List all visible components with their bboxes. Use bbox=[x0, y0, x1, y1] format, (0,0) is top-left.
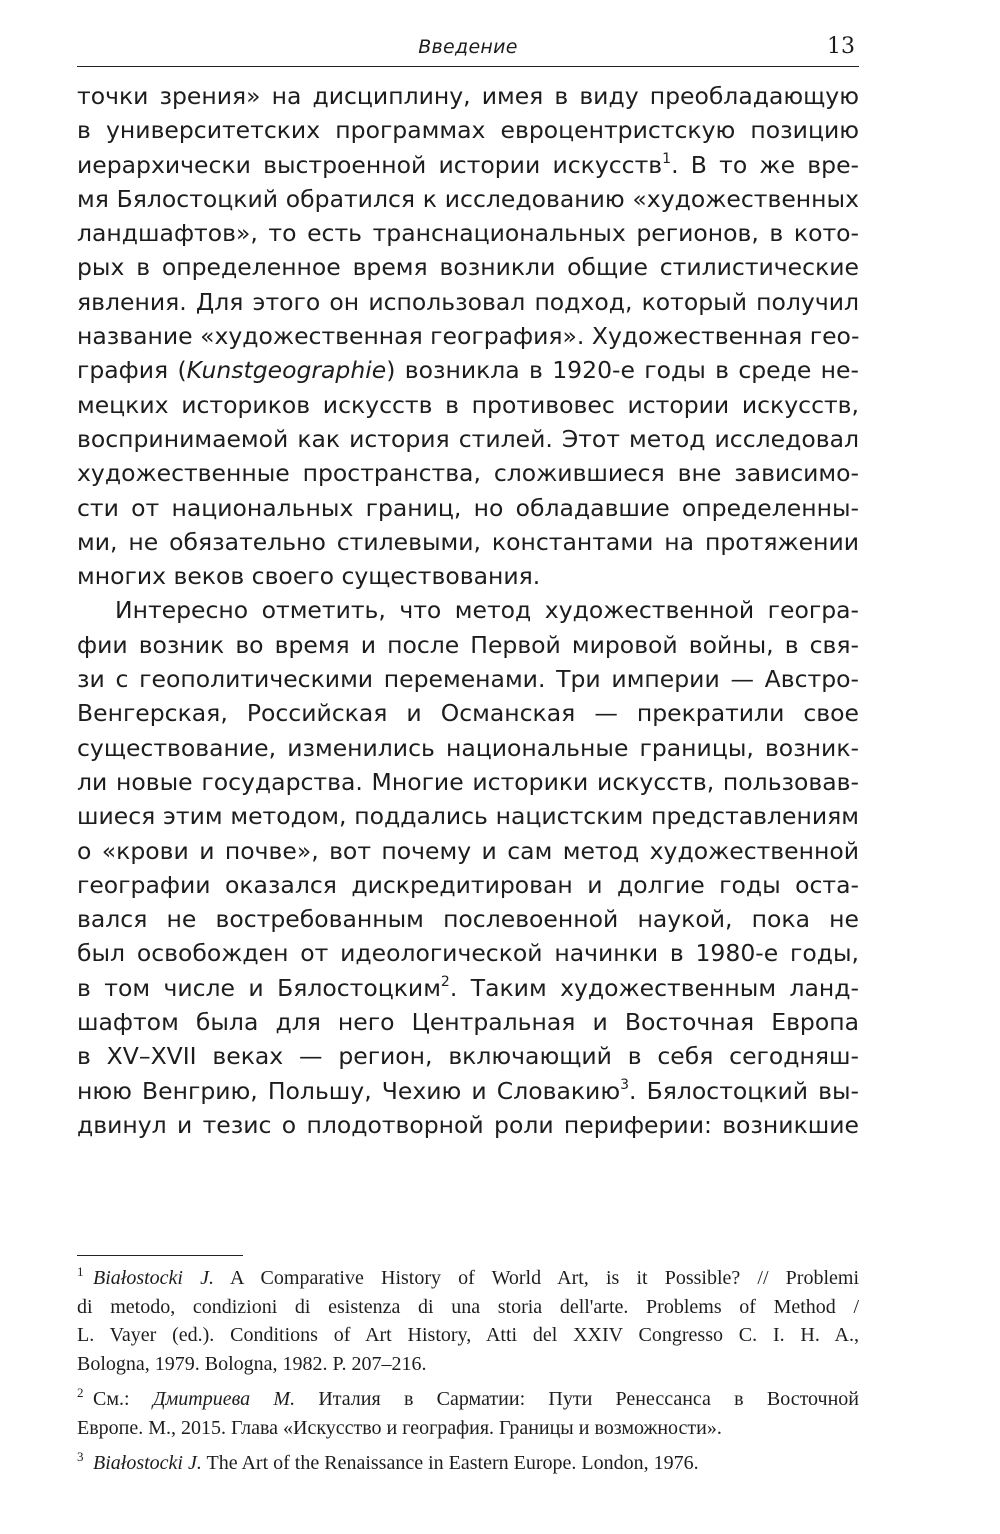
italic-term: Kunstgeographie bbox=[186, 356, 387, 385]
running-title: Введение bbox=[418, 36, 518, 58]
text-fragment: в том числе и Бялостоцким bbox=[77, 973, 441, 1002]
text-line bbox=[77, 1074, 859, 1108]
footnote-line: 1 Białostocki J. A Comparative History of World Art, is it Possible? // Problemi bbox=[77, 1264, 860, 1289]
text-line: явления. Для этого он использовал подход, который получил bbox=[77, 287, 859, 316]
footnote-author: Białostocki J. bbox=[93, 1267, 215, 1289]
footnote-3 bbox=[77, 1449, 859, 1478]
text-line: название «художественная география». Художественная гео- bbox=[77, 322, 860, 351]
text-line: воспринимаемой как история стилей. Этот метод исследовал bbox=[77, 424, 859, 453]
footnote-line: L. Vayer (ed.). Conditions of Art History, Atti del XXIV Congresso C. I. H. A., bbox=[77, 1324, 859, 1346]
text-line: шафтом была для него Центральная и Восточная Европа bbox=[77, 1008, 859, 1037]
text-line: двинул и тезис о плодотворной роли периферии: возникшие bbox=[77, 1110, 859, 1139]
text-line: Венгерская, Российская и Османская — прекратили свое bbox=[77, 699, 859, 728]
text-line: художественные пространства, сложившиеся вне зависимо- bbox=[77, 459, 859, 488]
footnote-line: 2 См.: Дмитриева М. Италия в Сарматии: Пути Ренессанса в Восточной bbox=[77, 1385, 859, 1410]
running-head bbox=[77, 30, 859, 67]
text-line bbox=[77, 971, 859, 1005]
text-line: географии оказался дискредитирован и долгие годы оста- bbox=[77, 870, 859, 899]
text-line: в XV–XVII веках — регион, включающий в себя сегодняш- bbox=[77, 1042, 859, 1071]
text-line: был освобожден от идеологической начинки в 1980-е годы, bbox=[77, 939, 859, 968]
text-fragment: . Бялостоцкий вы- bbox=[629, 1076, 859, 1105]
text-line: в университетских программах евроцентристскую позицию bbox=[77, 116, 859, 145]
footnote-author: Дмитриева М. bbox=[152, 1388, 296, 1410]
text-fragment: графия ( bbox=[77, 356, 187, 385]
main-text bbox=[77, 79, 859, 1142]
text-line bbox=[77, 148, 859, 182]
text-line: существование, изменились национальные границы, возник- bbox=[77, 733, 859, 762]
footnote-1 bbox=[77, 1264, 859, 1378]
page-number: 13 bbox=[827, 34, 855, 59]
footnote-text: The Art of the Renaissance in Eastern Europe. London, 1976. bbox=[201, 1452, 699, 1474]
text-line: ли новые государства. Многие историки искусств, пользовав- bbox=[77, 767, 859, 796]
text-fragment: . В то же вре- bbox=[671, 150, 860, 179]
text-line: рых в определенное время возникли общие стилистические bbox=[77, 253, 859, 282]
footnote-ref-1[interactable]: 1 bbox=[662, 150, 672, 167]
text-line: о «крови и почве», вот почему и сам метод художественной bbox=[77, 836, 859, 865]
text-fragment: нюю Венгрию, Польшу, Чехию и Словакию bbox=[77, 1076, 621, 1105]
text-fragment: иерархически выстроенной истории искусств bbox=[77, 150, 663, 179]
book-page bbox=[77, 30, 860, 1474]
text-line bbox=[77, 353, 859, 387]
text-line: мя Бялостоцкий обратился к исследованию «художественных bbox=[77, 184, 859, 213]
text-line: зи с геополитическими переменами. Три империи — Австро- bbox=[77, 665, 859, 694]
footnote-text: A Comparative History of World Art, is it Possible? // Problemi bbox=[214, 1267, 860, 1289]
text-fragment: ) возникла в 1920-е годы в среде не- bbox=[386, 356, 859, 385]
footnote-line: Bologna, 1979. Bologna, 1982. P. 207–216. bbox=[77, 1352, 427, 1375]
text-line: многих веков своего существования. bbox=[77, 562, 541, 591]
footnote-ref-2[interactable]: 2 bbox=[440, 973, 450, 990]
footnote-line: Европе. М., 2015. Глава «Искусство и география. Границы и возможности». bbox=[77, 1416, 722, 1439]
footnote-author: Białostocki J. bbox=[93, 1452, 202, 1474]
text-line: ландшафтов», то есть транснациональных регионов, в кото- bbox=[77, 219, 859, 248]
text-line: мецких историков искусств в противовес истории искусств, bbox=[77, 390, 859, 419]
footnote-prefix: См.: bbox=[93, 1388, 153, 1410]
footnote-ref-3[interactable]: 3 bbox=[620, 1076, 630, 1093]
footnotes bbox=[77, 1264, 859, 1485]
footnote-2 bbox=[77, 1385, 859, 1442]
text-line: вался не востребованным послевоенной наукой, пока не bbox=[77, 905, 859, 934]
footnote-line: 3 Białostocki J. The Art of the Renaissance in Eastern Europe. London, 1976. bbox=[77, 1449, 699, 1474]
text-line: ми, не обязательно стилевыми, константами на протяжении bbox=[77, 527, 859, 556]
text-line: фии возник во время и после Первой мировой войны, в свя- bbox=[77, 630, 859, 659]
text-fragment: . Таким художественным ланд- bbox=[449, 973, 859, 1002]
text-line: точки зрения» на дисциплину, имея в виду преобладающую bbox=[77, 82, 859, 110]
text-line: сти от национальных границ, но обладавшие определенны- bbox=[77, 493, 859, 522]
footnote-divider bbox=[77, 1255, 243, 1256]
text-line: шиеся этим методом, поддались нацистским представлениям bbox=[77, 802, 859, 831]
text-line: Интересно отметить, что метод художественной геогра- bbox=[115, 596, 859, 625]
footnote-text: Италия в Сарматии: Пути Ренессанса в Восточной bbox=[295, 1388, 859, 1410]
footnote-line: di metodo, condizioni di esistenza di una storia dell'arte. Problems of Method / bbox=[77, 1295, 859, 1318]
